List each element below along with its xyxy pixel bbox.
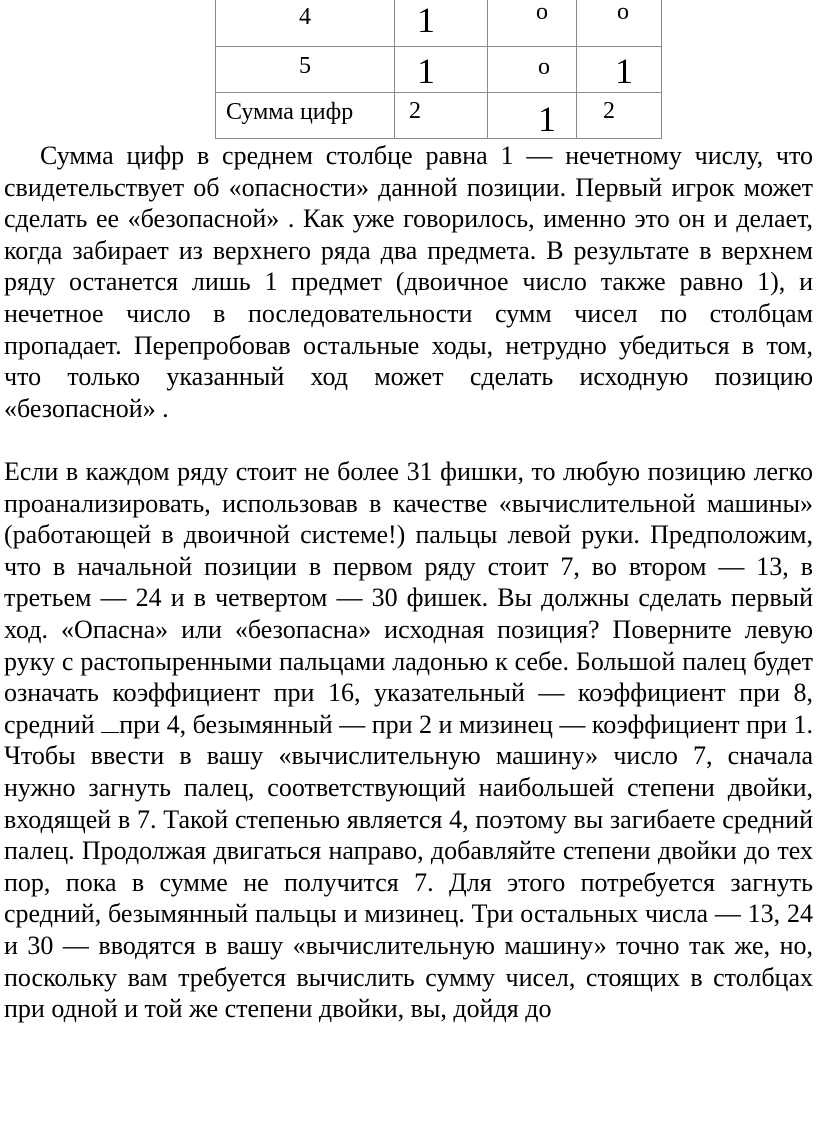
row-label-text: 5 [299, 52, 311, 79]
table-cell [488, 0, 577, 47]
cell-value: 2 [409, 98, 421, 124]
paragraph-1-block [4, 140, 813, 424]
row-label [216, 0, 395, 47]
row-label-text: 4 [299, 4, 311, 30]
cell-value: 2 [603, 98, 615, 124]
cell-value: о [538, 54, 550, 80]
cell-value: 1 [417, 0, 435, 40]
table-row [216, 93, 662, 139]
digit-table [215, 0, 662, 139]
blank-underline [101, 714, 119, 733]
table-cell [395, 0, 488, 47]
table-cell [577, 47, 662, 93]
cell-value: 1 [417, 51, 435, 91]
cell-value: 1 [538, 99, 556, 139]
row-label [216, 47, 395, 93]
table-cell [395, 47, 488, 93]
row-label [216, 93, 395, 139]
paragraph-2-block [4, 456, 813, 1025]
table-cell [577, 0, 662, 47]
table-cell [395, 93, 488, 139]
paragraph-2-part-1: Если в каждом ряду стоит не более 31 фишки, то любую позицию легко проанализировать, использовав в качестве «вычислительной машины» (работающей в двоичной системе!) пальцы левой руки. Предположим, что в начальной позиции в первом ряду стоит 7, во втором — 13, в третьем — 24 и в четвертом — 30 фишек. Вы должны сделать первый ход. «Опасна» или «безопасна» исходная позиция? Поверните левую руку с растопыренными пальцами ладонью к себе. Большой палец будет означать коэффициент при 16, указательный — коэффициент при 8, средний [4, 457, 813, 739]
table-cell [488, 47, 577, 93]
paragraph-2 [4, 456, 813, 1025]
table-cell [577, 93, 662, 139]
paragraph-2-part-2: при 4, безымянный — при 2 и мизинец — коэффициент при 1. Чтобы ввести в вашу «вычислительную машину» число 7, сначала нужно загнуть палец, соответствующий наибольшей степени двойки, входящей в 7. Такой степенью является 4, поэтому вы загибаете средний палец. Продолжая двигаться направо, добавляйте степени двойки до тех пор, пока в сумме не получится 7. Для этого потребуется загнуть средний, безымянный пальцы и мизинец. Три остальных числа — 13, 24 и 30 — вводятся в вашу «вычислительную машину» точно так же, но, поскольку вам требуется вычислить сумму чисел, стоящих в столбцах при одной и той же степени двойки, вы, дойдя до [4, 709, 813, 1024]
table-row [216, 47, 662, 93]
cell-value: 1 [615, 51, 633, 91]
paragraph-1: Сумма цифр в среднем столбце равна 1 — нечетному числу, что свидетельствует об «опасности» данной позиции. Первый игрок может сделать ее «безопасной» . Как уже говорилось, именно это он и делает, когда забирает из верхнего ряда два предмета. В результате в верхнем ряду останется лишь 1 предмет (двоичное число также равно 1), и нечетное число в последовательности сумм чисел по столбцам пропадает. Перепробовав остальные ходы, нетрудно убедиться в том, что только указанный ход может сделать исходную позицию «безопасной» . [4, 141, 813, 423]
cell-value: о [617, 0, 629, 25]
table-cell [488, 93, 577, 139]
row-label-text: Сумма цифр [226, 98, 354, 125]
cell-value: о [536, 0, 548, 25]
table-row [216, 0, 662, 47]
